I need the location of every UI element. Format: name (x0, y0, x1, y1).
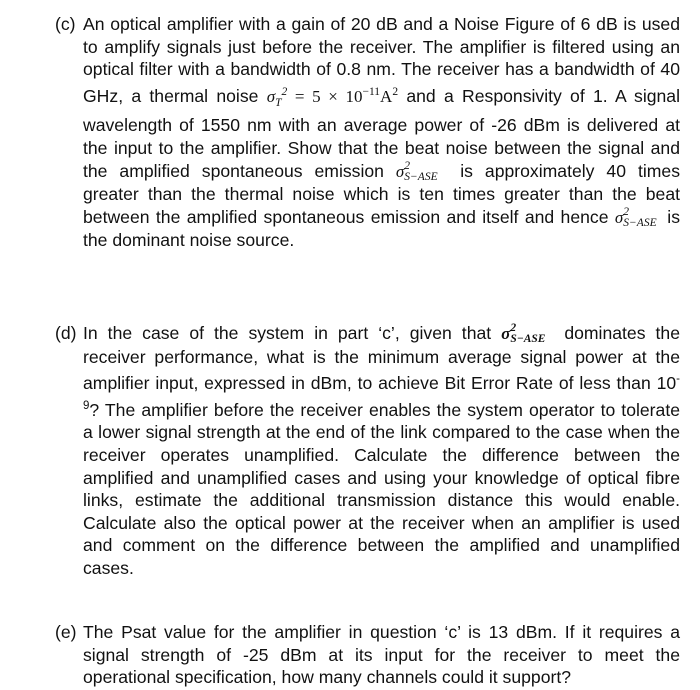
question-d-text (83, 322, 680, 580)
question-d (55, 322, 680, 580)
question-e (55, 621, 680, 689)
text-run: ? The amplifier before the receiver enables the system operator to tolerate a lower signal strength at the end of the link compared to the case when the receiver operates unamplified. Calculate the difference between the amplified and unamplified cases and using your knowledge of optical fibre links, estimate the additional transmission distance this would enable. Calculate also the optical power at the receiver when an amplifier is used and comment on the difference between the amplified and unamplified cases. (83, 399, 680, 578)
text-run: dominates the receiver performance, what is the minimum average signal power at the amplifier input, expressed in dBm, to achieve Bit Error Rate of less than 10 (83, 323, 680, 394)
thermal-noise-symbol: $\sigma_T^2$ (266, 85, 288, 109)
question-c-label: (c) (55, 14, 76, 34)
question-d-label: (d) (55, 323, 77, 343)
sigma-s-ase-symbol: σ 2 S−ASE (614, 205, 657, 229)
text-run: is approximately 40 times greater than the thermal noise which is ten times greater than the beat between the amplified spontaneous emission and itself and hence (83, 160, 680, 227)
ber-exponent: -9 (83, 373, 680, 412)
question-c (55, 13, 680, 252)
thermal-noise-value: = $5 \times 10^{-11}A^2$ (287, 85, 399, 106)
question-c-text (83, 13, 680, 252)
text-run: is the dominant noise source. (83, 206, 680, 251)
text-run: In the case of the system in part ‘c’, given that (83, 323, 502, 343)
question-e-label: (e) (55, 622, 77, 642)
sigma-s-ase-symbol: σ 2 S−ASE (395, 159, 438, 183)
text-run: An optical amplifier with a gain of 20 dB and a Noise Figure of 6 dB is used to amplify signals just before the receiver. The amplifier is filtered using an optical filter with a bandwidth of 0.8 nm. The receiver has a bandwidth of 40 GHz, a thermal noise (83, 14, 680, 106)
question-e-text: The Psat value for the amplifier in question ‘c’ is 13 dBm. If it requires a signal strength of -25 dBm at its input for the receiver to meet the operational specification, how many channels could it support? (83, 622, 680, 688)
text-run: and a Responsivity of 1. A signal wavelength of 1550 nm with an average power of -26 dBm is delivered at the input to the amplifier. Show that the beat noise between the signal and the amplified spontaneous emission (83, 85, 680, 181)
sigma-s-ase-symbol: σ 2 S−ASE (501, 322, 546, 345)
